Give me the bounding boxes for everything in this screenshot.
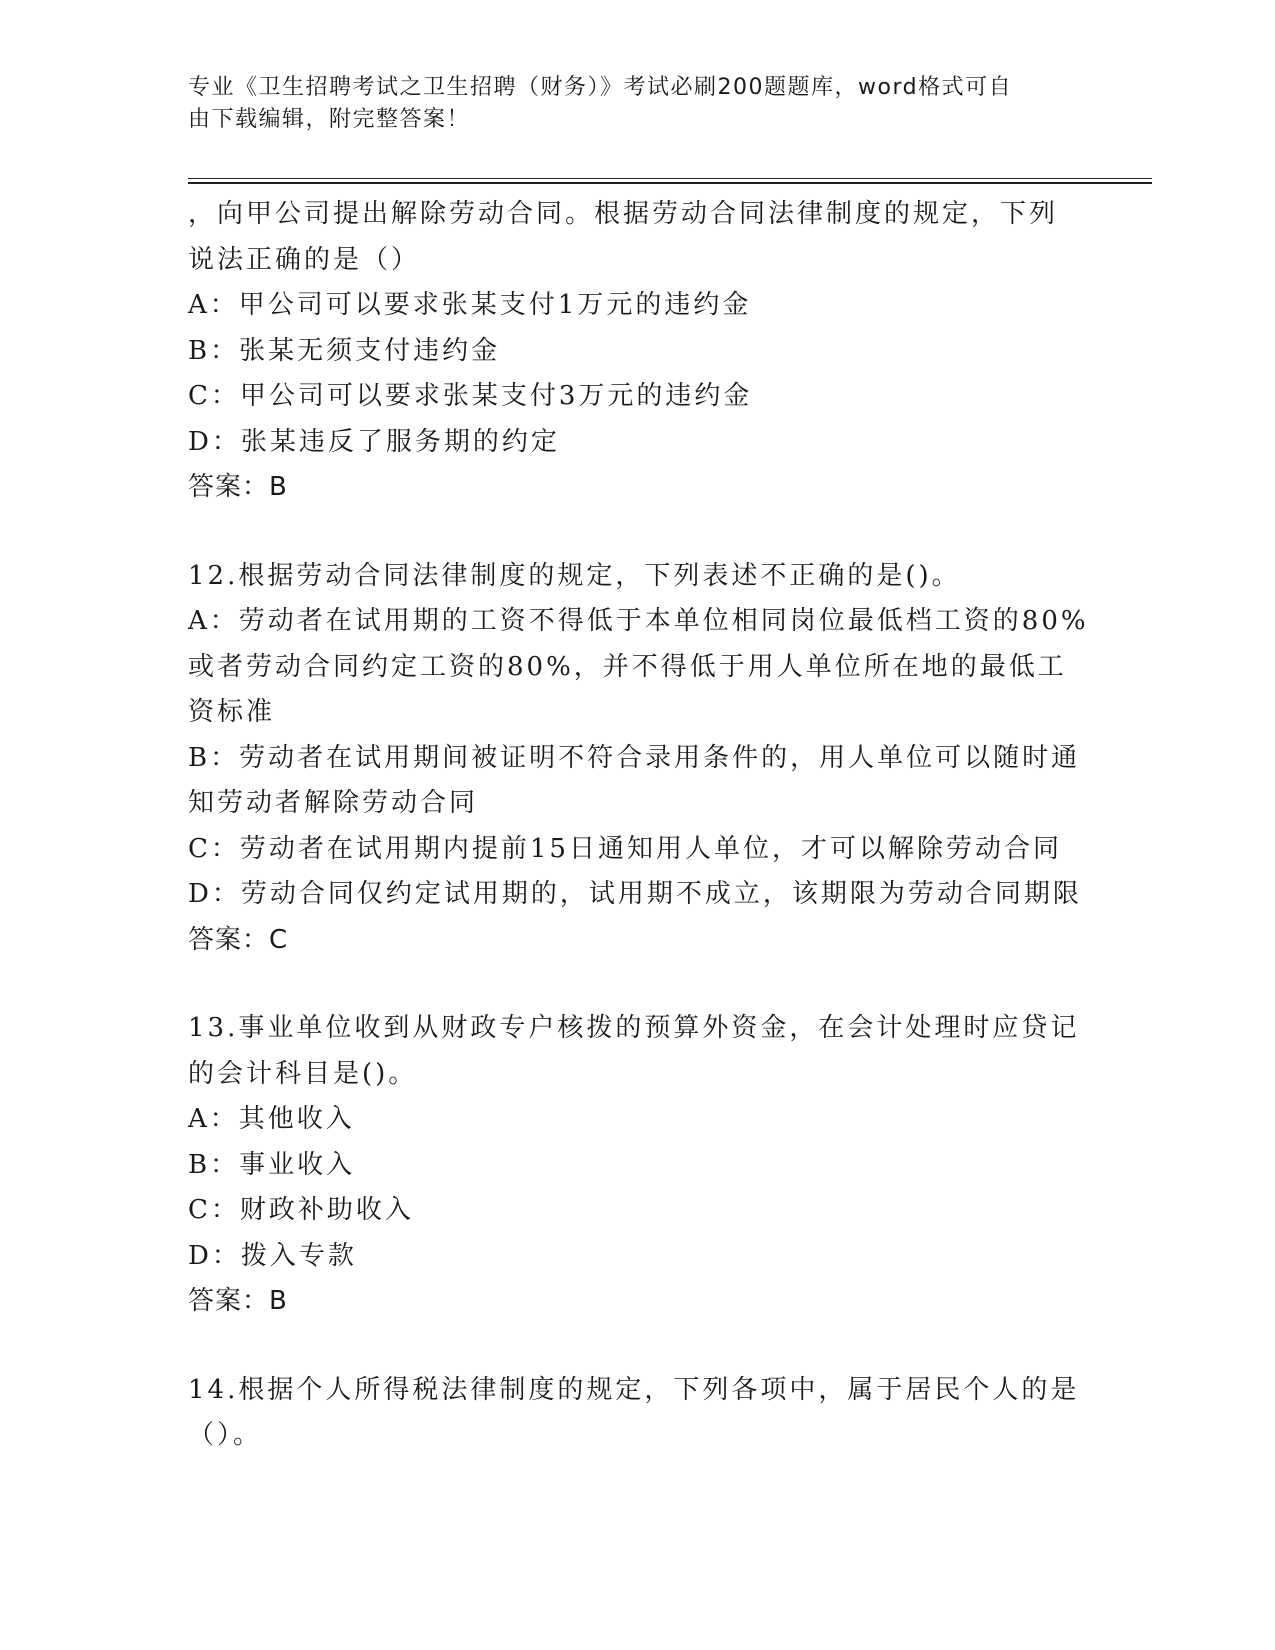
option-d: D：劳动合同仅约定试用期的，试用期不成立，该期限为劳动合同期限 <box>188 879 1082 909</box>
option-a-continuation: 资标准 <box>188 697 276 727</box>
answer-line: 答案：B <box>188 1286 288 1316</box>
question-list <box>188 192 1088 1459</box>
question-spacer <box>188 963 1088 1006</box>
question-stem-line: ，向甲公司提出解除劳动合同。根据劳动合同法律制度的规定，下列 <box>188 199 1059 229</box>
option-b: B：劳动者在试用期间被证明不符合录用条件的，用人单位可以随时通 <box>188 742 1081 773</box>
question-12 <box>188 554 1088 964</box>
option-c: C：财政补助收入 <box>188 1195 414 1225</box>
option-a-continuation: 或者劳动合同约定工资的80%，并不得低于用人单位所在地的最低工 <box>188 651 1067 682</box>
question-spacer <box>188 511 1088 554</box>
question-stem-line: 13.事业单位收到从财政专户核拨的预算外资金，在会计处理时应贷记 <box>188 1013 1080 1043</box>
option-a: A：甲公司可以要求张某支付1万元的违约金 <box>188 290 752 320</box>
question-stem-line: 的会计科目是()。 <box>188 1058 418 1089</box>
question-13 <box>188 1006 1088 1325</box>
option-b-continuation: 知劳动者解除劳动合同 <box>188 788 479 818</box>
question-stem-line: （）。 <box>188 1420 263 1450</box>
option-a: A：其他收入 <box>188 1104 355 1134</box>
question-spacer <box>188 1325 1088 1368</box>
option-c: C：甲公司可以要求张某支付3万元的违约金 <box>188 381 753 411</box>
option-c: C：劳动者在试用期内提前15日通知用人单位，才可以解除劳动合同 <box>188 833 1062 864</box>
answer-line: 答案：C <box>188 924 289 955</box>
header-divider-thin <box>188 178 1152 179</box>
option-d: D：拨入专款 <box>188 1240 357 1271</box>
question-stem-line: 14.根据个人所得税法律制度的规定，下列各项中，属于居民个人的是 <box>188 1374 1080 1405</box>
document-header <box>188 72 1068 136</box>
question-stem-line: 12.根据劳动合同法律制度的规定，下列表述不正确的是()。 <box>188 560 961 591</box>
question-stem-line: 说法正确的是（） <box>188 244 421 275</box>
option-a: A：劳动者在试用期的工资不得低于本单位相同岗位最低档工资的80% <box>188 606 1089 636</box>
option-b: B：事业收入 <box>188 1149 356 1180</box>
question-11 <box>188 192 1088 511</box>
option-d: D：张某违反了服务期的约定 <box>188 426 560 457</box>
option-b: B：张某无须支付违约金 <box>188 335 501 366</box>
answer-line: 答案：B <box>188 472 288 502</box>
header-title-line-2: 由下载编辑，附完整答案！ <box>188 107 471 132</box>
question-14 <box>188 1368 1088 1459</box>
header-divider-thick <box>188 182 1152 184</box>
header-title-line-1: 专业《卫生招聘考试之卫生招聘（财务）》考试必刷200题题库，word格式可自 <box>188 75 1013 100</box>
